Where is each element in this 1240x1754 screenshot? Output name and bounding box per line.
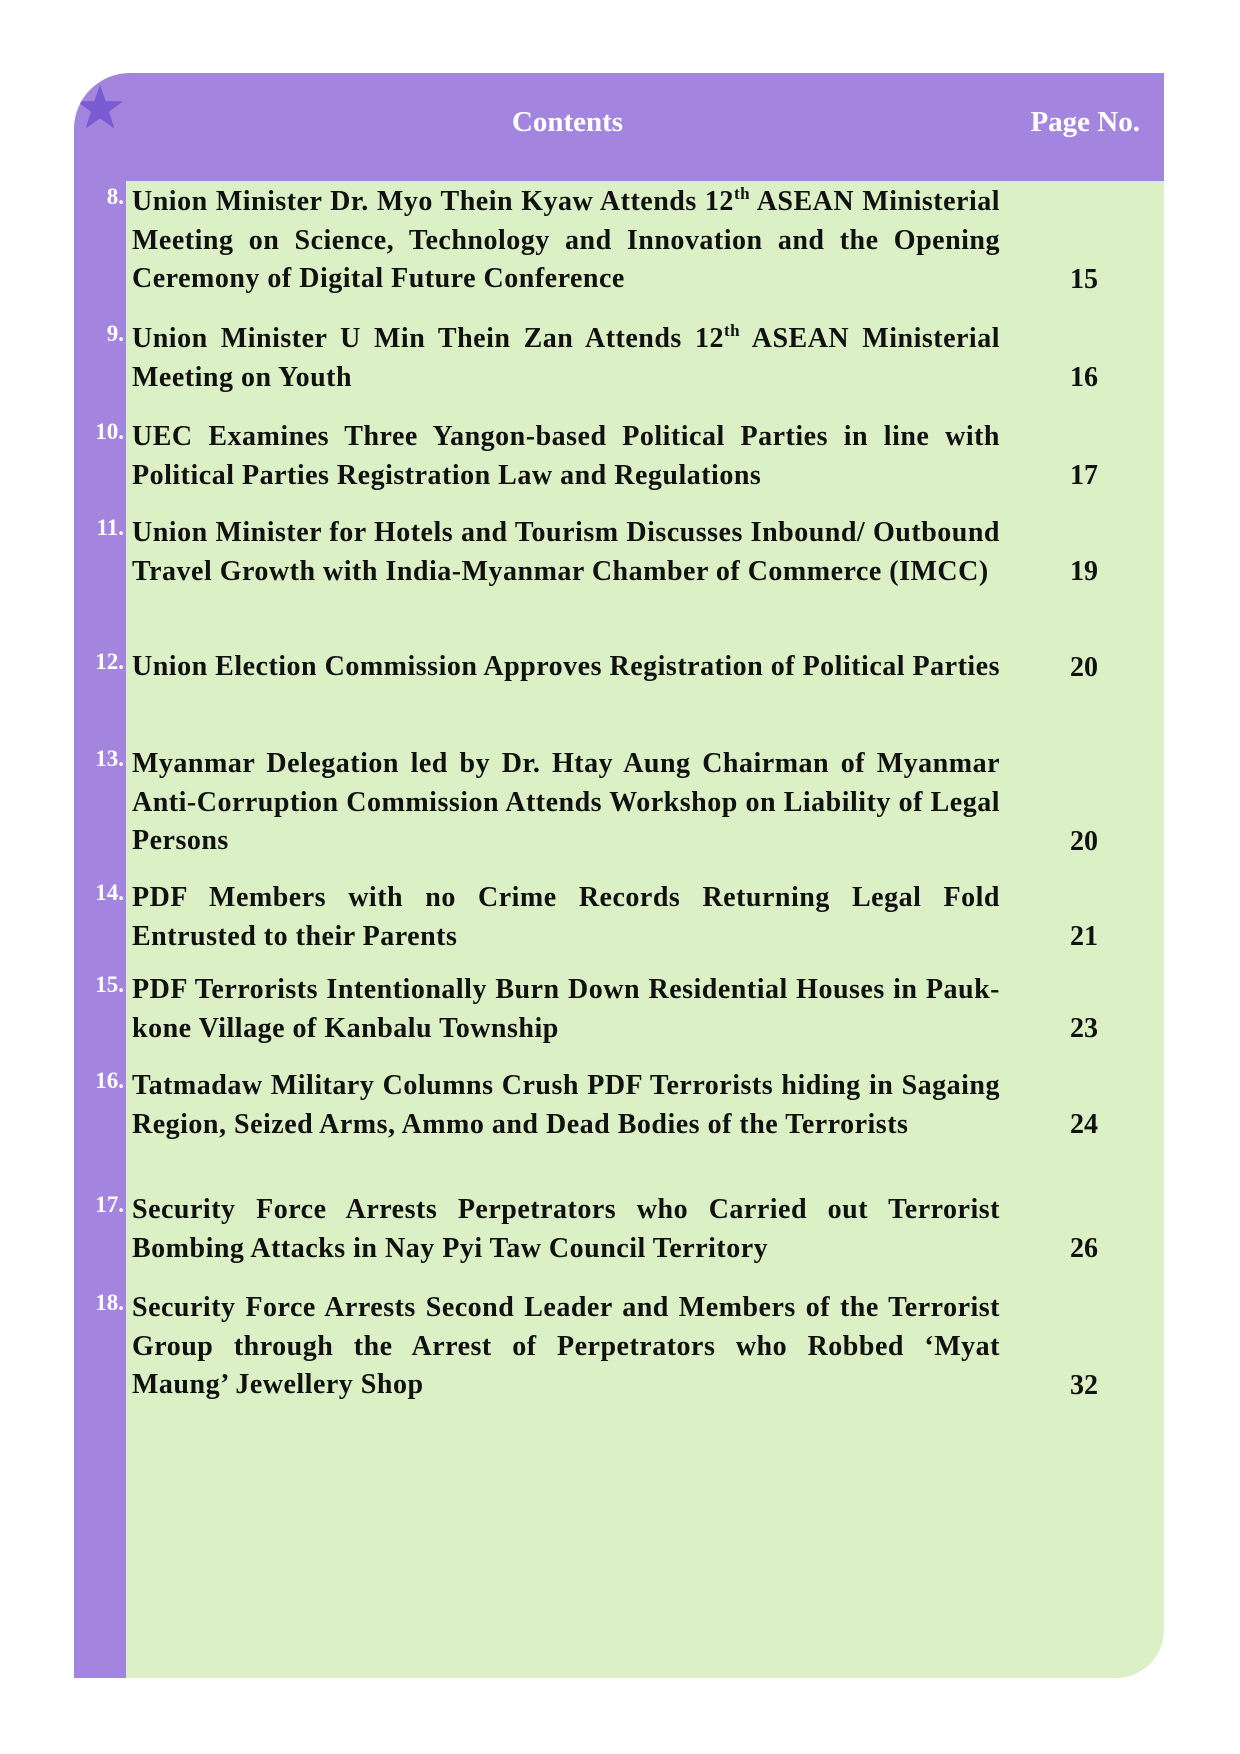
entry-page-number: 15 [1070, 263, 1098, 295]
entry-number: 14. [95, 880, 124, 905]
entry-page-number: 23 [1070, 1012, 1098, 1044]
entry-title: Tatmadaw Military Columns Crush PDF Terrorists hiding in Sagaing Region, Seized Arms, Ammo and Dead Bodies of the Terrorists [132, 1070, 1000, 1140]
entry-number: 12. [95, 649, 124, 674]
entry-page-number: 24 [1070, 1108, 1098, 1140]
page-number-heading: Page No. [1030, 106, 1140, 138]
entry-title: Security Force Arrests Perpetrators who Carried out Terrorist Bombing Attacks in Nay Pyi Taw Council Territory [132, 1194, 1000, 1264]
entry-page-number: 20 [1070, 651, 1098, 683]
entry-number: 15. [95, 972, 124, 997]
entry-number: 16. [95, 1068, 124, 1093]
entry-number: 18. [95, 1290, 124, 1315]
entry-title: Union Minister U Min Thein Zan Attends 12th ASEAN Ministerial Meeting on Youth [132, 321, 1000, 393]
entry-number: 11. [96, 515, 124, 540]
entry-number: 10. [95, 419, 124, 444]
entry-title: Myanmar Delegation led by Dr. Htay Aung Chairman of Myanmar Anti-Corruption Commission Attends Workshop on Liability of Legal Persons [132, 748, 1000, 856]
entry-number: 17. [95, 1192, 124, 1217]
entry-title: Union Minister for Hotels and Tourism Discusses Inbound/ Outbound Travel Growth with India-Myanmar Chamber of Commerce (IMCC) [132, 517, 1000, 587]
entry-title: PDF Members with no Crime Records Returning Legal Fold Entrusted to their Parents [132, 882, 1000, 952]
entry-title: Union Minister Dr. Myo Thein Kyaw Attends 12th ASEAN Ministerial Meeting on Science, Technology and Innovation and the Opening Ceremony of Digital Future Conference [132, 184, 1001, 294]
side-strip [74, 73, 126, 1678]
entry-title: Security Force Arrests Second Leader and Members of the Terrorist Group through the Arrest of Perpetrators who Robbed ‘Myat Maung’ Jewellery Shop [132, 1292, 1000, 1400]
entry-page-number: 20 [1070, 825, 1098, 857]
contents-panel [74, 73, 1164, 1678]
entry-page-number: 16 [1070, 361, 1098, 393]
entry-page-number: 21 [1070, 920, 1098, 952]
entry-page-number: 26 [1070, 1232, 1098, 1264]
contents-heading: Contents [511, 106, 624, 138]
entry-page-number: 19 [1070, 555, 1098, 587]
entry-title: Union Election Commission Approves Registration of Political Parties [132, 651, 1000, 682]
entry-number: 9. [106, 321, 124, 346]
star-icon [76, 81, 124, 133]
entry-number: 8. [106, 184, 124, 209]
entry-page-number: 17 [1070, 459, 1098, 491]
entry-title: UEC Examines Three Yangon-based Political Parties in line with Political Parties Registration Law and Regulations [132, 421, 1000, 491]
entry-title: PDF Terrorists Intentionally Burn Down Residential Houses in Pauk-kone Village of Kanbalu Township [132, 974, 1000, 1044]
entry-page-number: 32 [1070, 1369, 1098, 1401]
entry-number: 13. [95, 746, 124, 771]
